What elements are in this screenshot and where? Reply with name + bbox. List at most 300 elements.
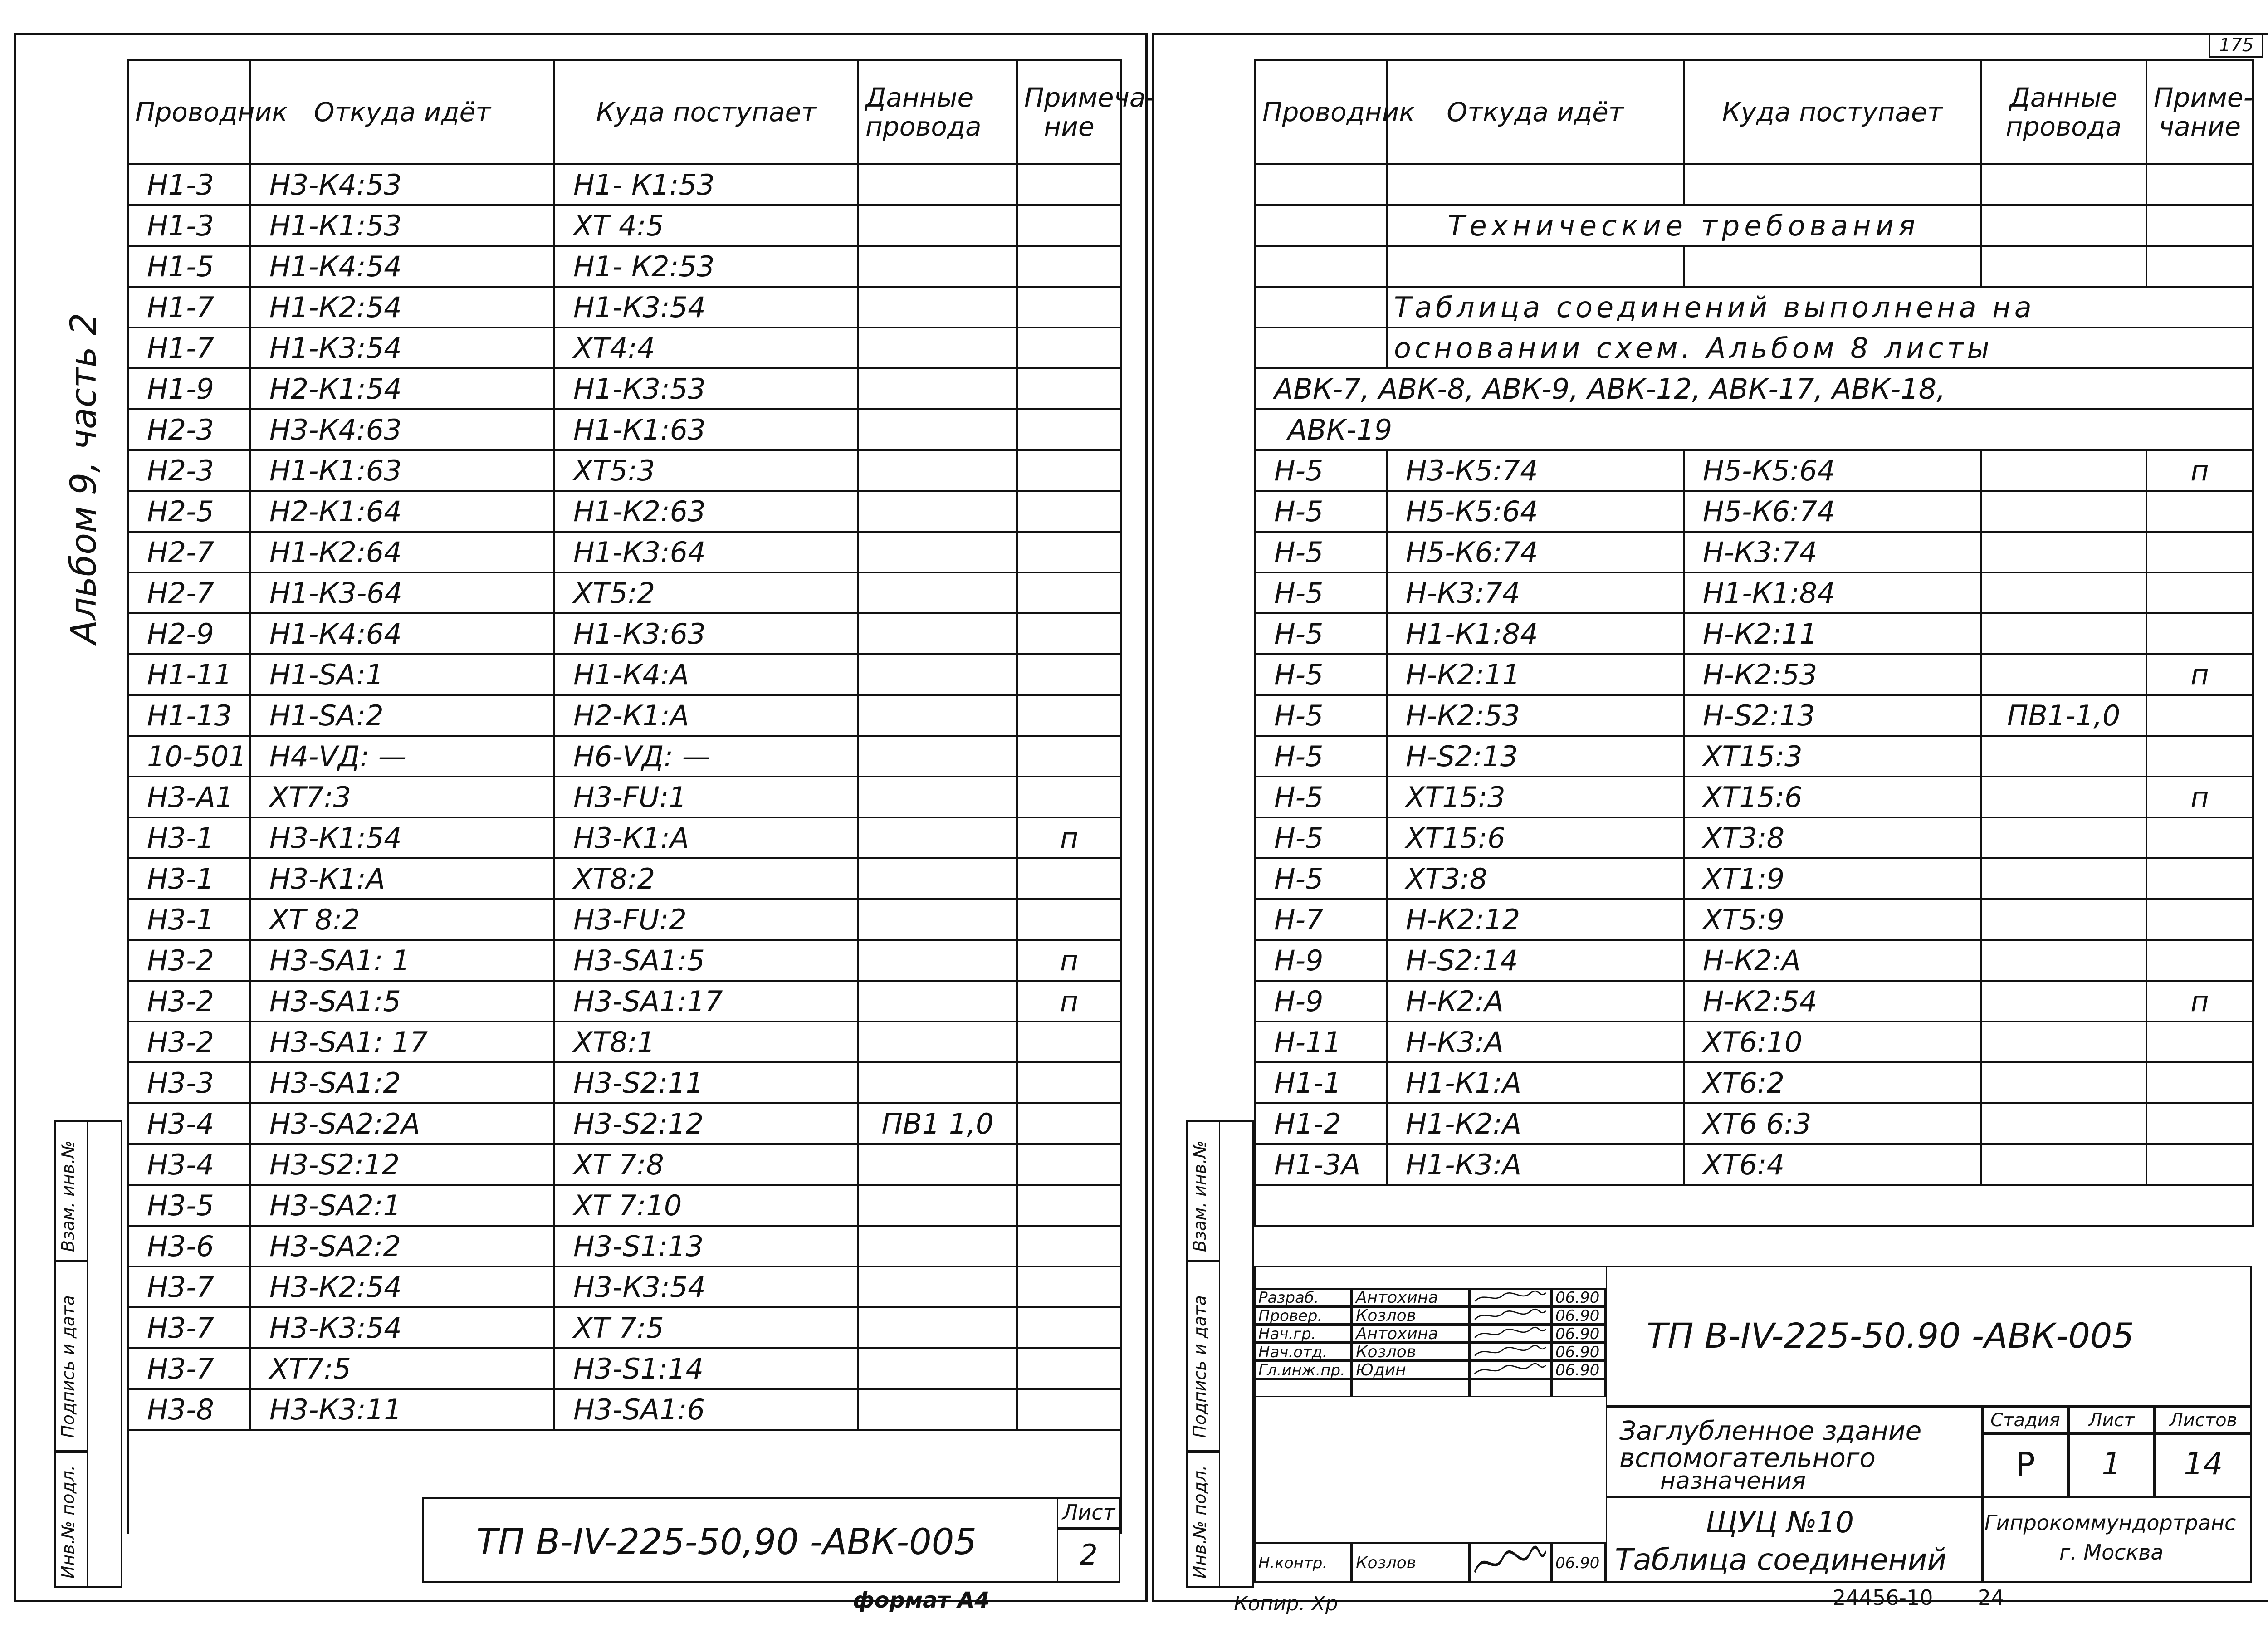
cell-from: Н1-SA:1 bbox=[250, 654, 554, 695]
header-from: Откуда идёт bbox=[1387, 60, 1684, 164]
cell-conductor: Н-9 bbox=[1255, 981, 1387, 1022]
cell-to: Н3-S1:14 bbox=[554, 1348, 858, 1389]
cell-from: ХТ7:3 bbox=[250, 777, 554, 817]
cell-to: Н1-К3:53 bbox=[554, 368, 858, 409]
header-note: Примеча-ние bbox=[1017, 60, 1121, 164]
cell-conductor: Н3-6 bbox=[128, 1226, 250, 1266]
left-stamp-code: ТП В-IV-225-50,90 -АВК-005 bbox=[476, 1522, 977, 1563]
stamp-code: ТП В-IV-225-50.90 -АВК-005 bbox=[1647, 1315, 2134, 1356]
cell-note bbox=[1017, 736, 1121, 777]
cell-from: Н1-К2:А bbox=[1387, 1103, 1684, 1144]
cell-to: Н3-SA1:5 bbox=[554, 940, 858, 981]
cell-to: ХТ6:2 bbox=[1684, 1062, 1981, 1103]
stamp-name: Козлов bbox=[1352, 1306, 1470, 1325]
stamp-name: Антохина bbox=[1352, 1288, 1470, 1306]
cell-note bbox=[1017, 368, 1121, 409]
cell-note bbox=[2146, 1022, 2253, 1062]
stamp-signature bbox=[1470, 1379, 1551, 1397]
cell-wire-data bbox=[858, 572, 1017, 613]
cell-conductor: Н3-2 bbox=[128, 940, 250, 981]
cell-note bbox=[1017, 205, 1121, 246]
archive-page: 24 bbox=[1978, 1585, 2004, 1610]
cell-note bbox=[1017, 1103, 1121, 1144]
left-margin-label-sign: Подпись и дата bbox=[58, 1295, 78, 1438]
table-row bbox=[1255, 1022, 2253, 1062]
tech-text-line-1: Таблица соединений выполнена на bbox=[1387, 287, 2253, 328]
cell-conductor: Н3-1 bbox=[128, 858, 250, 899]
cell-note: п bbox=[1017, 817, 1121, 858]
cell-to: Н3-S2:11 bbox=[554, 1062, 858, 1103]
table-row bbox=[128, 654, 1121, 695]
table-row bbox=[128, 1266, 1121, 1307]
cell-note bbox=[1017, 246, 1121, 287]
table-row bbox=[128, 205, 1121, 246]
cell-to: Н3-К1:А bbox=[554, 817, 858, 858]
stamp-name: Антохина bbox=[1352, 1325, 1470, 1343]
cell-to: Н-К2:53 bbox=[1684, 654, 1981, 695]
cell-from: ХТ15:6 bbox=[1387, 817, 1684, 858]
header-from: Откуда идёт bbox=[250, 60, 554, 164]
cell-to: Н1-К1:84 bbox=[1684, 572, 1981, 613]
cell-wire-data bbox=[858, 1062, 1017, 1103]
cell-wire-data bbox=[858, 777, 1017, 817]
cell-conductor: Н1-13 bbox=[128, 695, 250, 736]
cell-to: Н1-К3:63 bbox=[554, 613, 858, 654]
cell-conductor: Н-5 bbox=[1255, 491, 1387, 532]
cell-from: Н1-SA:2 bbox=[250, 695, 554, 736]
table-row bbox=[128, 532, 1121, 572]
table-row bbox=[128, 1062, 1121, 1103]
stamp-role: Гл.инж.пр. bbox=[1254, 1361, 1352, 1379]
cell-note bbox=[2146, 1062, 2253, 1103]
cell-from: Н3-К4:53 bbox=[250, 164, 554, 205]
right-table-footer-space bbox=[1255, 1185, 2253, 1226]
stamp-role: Нач.гр. bbox=[1254, 1325, 1352, 1343]
cell-conductor: Н-5 bbox=[1255, 532, 1387, 572]
table-row bbox=[128, 1103, 1121, 1144]
cell-to: Н1-К3:54 bbox=[554, 287, 858, 328]
cell-from: Н3-К1:А bbox=[250, 858, 554, 899]
cell-wire-data bbox=[858, 1307, 1017, 1348]
cell-note bbox=[1017, 654, 1121, 695]
cell-conductor: Н-5 bbox=[1255, 450, 1387, 491]
table-row bbox=[1255, 532, 2253, 572]
cell-wire-data bbox=[1981, 777, 2146, 817]
cell-note bbox=[1017, 287, 1121, 328]
cell-wire-data bbox=[858, 817, 1017, 858]
cell-from: Н2-К1:64 bbox=[250, 491, 554, 532]
cell-conductor: Н2-3 bbox=[128, 450, 250, 491]
cell-conductor: Н-5 bbox=[1255, 858, 1387, 899]
cell-wire-data bbox=[1981, 736, 2146, 777]
cell-wire-data bbox=[858, 1022, 1017, 1062]
table-row bbox=[128, 1226, 1121, 1266]
cell-wire-data bbox=[1981, 572, 2146, 613]
cell-wire-data bbox=[1981, 1103, 2146, 1144]
cell-conductor: Н3-А1 bbox=[128, 777, 250, 817]
cell-from: Н3-К4:63 bbox=[250, 409, 554, 450]
table-row bbox=[128, 736, 1121, 777]
cell-to: ХТ1:9 bbox=[1684, 858, 1981, 899]
cell-wire-data bbox=[858, 409, 1017, 450]
cell-note bbox=[2146, 1144, 2253, 1185]
cell-note bbox=[1017, 1062, 1121, 1103]
cell-conductor: Н-5 bbox=[1255, 695, 1387, 736]
cell-note bbox=[1017, 409, 1121, 450]
cell-conductor: Н2-9 bbox=[128, 613, 250, 654]
table-row bbox=[1255, 817, 2253, 858]
cell-wire-data bbox=[858, 328, 1017, 368]
cell-wire-data bbox=[1981, 1144, 2146, 1185]
cell-note bbox=[2146, 613, 2253, 654]
cell-from: ХТ7:5 bbox=[250, 1348, 554, 1389]
cell-to: ХТ6 6:3 bbox=[1684, 1103, 1981, 1144]
cell-conductor: Н1-1 bbox=[1255, 1062, 1387, 1103]
table-row bbox=[1255, 1144, 2253, 1185]
stamp-role: Нач.отд. bbox=[1254, 1343, 1352, 1361]
cell-conductor: Н3-1 bbox=[128, 817, 250, 858]
left-format-label: формат А4 bbox=[853, 1588, 990, 1613]
cell-from: Н1-К1:63 bbox=[250, 450, 554, 491]
stamp-signature bbox=[1470, 1542, 1551, 1583]
cell-note: п bbox=[1017, 940, 1121, 981]
header-wire-data: Данные провода bbox=[858, 60, 1017, 164]
cell-note bbox=[2146, 1103, 2253, 1144]
table-row bbox=[128, 695, 1121, 736]
table-row bbox=[1255, 654, 2253, 695]
cell-conductor: Н3-5 bbox=[128, 1185, 250, 1226]
cell-to: ХТ5:3 bbox=[554, 450, 858, 491]
table-row bbox=[1255, 1062, 2253, 1103]
cell-note bbox=[1017, 1307, 1121, 1348]
right-margin-label-sign: Подпись и дата bbox=[1190, 1295, 1210, 1438]
cell-conductor: Н1-3 bbox=[128, 164, 250, 205]
table-row bbox=[1255, 899, 2253, 940]
table-row bbox=[128, 1307, 1121, 1348]
cell-from: Н1-К1:А bbox=[1387, 1062, 1684, 1103]
cell-from: Н3-SA2:1 bbox=[250, 1185, 554, 1226]
cell-conductor: Н2-3 bbox=[128, 409, 250, 450]
cell-wire-data: ПВ1 1,0 bbox=[858, 1103, 1017, 1144]
table-row bbox=[128, 409, 1121, 450]
cell-from: Н3-SA2:2 bbox=[250, 1226, 554, 1266]
cell-to: ХТ8:1 bbox=[554, 1022, 858, 1062]
cell-to: Н1-К2:63 bbox=[554, 491, 858, 532]
cell-to: Н1- К1:53 bbox=[554, 164, 858, 205]
cell-wire-data bbox=[858, 1226, 1017, 1266]
cell-conductor: Н1-11 bbox=[128, 654, 250, 695]
cell-from: Н1-К2:54 bbox=[250, 287, 554, 328]
left-sheet-number-cell: 2 bbox=[1057, 1529, 1120, 1583]
cell-from: Н1-К4:64 bbox=[250, 613, 554, 654]
cell-note: п bbox=[2146, 981, 2253, 1022]
cell-note bbox=[2146, 572, 2253, 613]
cell-to: Н3-S1:13 bbox=[554, 1226, 858, 1266]
table-row bbox=[128, 491, 1121, 532]
table-row bbox=[128, 1144, 1121, 1185]
cell-wire-data bbox=[1981, 858, 2146, 899]
cell-conductor: Н-5 bbox=[1255, 777, 1387, 817]
cell-note bbox=[2146, 736, 2253, 777]
cell-wire-data bbox=[858, 450, 1017, 491]
cell-note: п bbox=[2146, 654, 2253, 695]
cell-note bbox=[1017, 1226, 1121, 1266]
cell-to: Н1-К3:64 bbox=[554, 532, 858, 572]
stamp-document-line-1: ЩУЦ №10 bbox=[1706, 1506, 1854, 1540]
cell-note: п bbox=[1017, 981, 1121, 1022]
cell-note bbox=[1017, 491, 1121, 532]
cell-conductor: Н3-7 bbox=[128, 1307, 250, 1348]
cell-to: ХТ 7:10 bbox=[554, 1185, 858, 1226]
cell-wire-data bbox=[1981, 1062, 2146, 1103]
header-to: Куда поступает bbox=[554, 60, 858, 164]
table-row bbox=[1255, 736, 2253, 777]
cell-conductor: Н2-5 bbox=[128, 491, 250, 532]
cell-from: Н-К2:11 bbox=[1387, 654, 1684, 695]
cell-wire-data bbox=[858, 1389, 1017, 1430]
cell-to: ХТ15:6 bbox=[1684, 777, 1981, 817]
stamp-sheet-value: 1 bbox=[2068, 1433, 2155, 1497]
cell-from: Н3-SA2:2А bbox=[250, 1103, 554, 1144]
cell-conductor: Н1-2 bbox=[1255, 1103, 1387, 1144]
cell-to: Н3-К3:54 bbox=[554, 1266, 858, 1307]
cell-note bbox=[2146, 899, 2253, 940]
cell-conductor: Н-5 bbox=[1255, 572, 1387, 613]
table-row bbox=[128, 613, 1121, 654]
cell-from: Н-S2:13 bbox=[1387, 736, 1684, 777]
table-row bbox=[128, 572, 1121, 613]
cell-note bbox=[1017, 899, 1121, 940]
stamp-stage-value: Р bbox=[1982, 1433, 2068, 1497]
table-row bbox=[1255, 858, 2253, 899]
cell-to: Н3-S2:12 bbox=[554, 1103, 858, 1144]
cell-note bbox=[1017, 1389, 1121, 1430]
left-margin-label-replace: Взам. инв.№ bbox=[58, 1140, 78, 1252]
cell-wire-data bbox=[858, 287, 1017, 328]
cell-from: Н-К2:А bbox=[1387, 981, 1684, 1022]
stamp-sheet-label-cell: Лист bbox=[2068, 1406, 2155, 1433]
cell-to: Н1-К1:63 bbox=[554, 409, 858, 450]
cell-note bbox=[2146, 858, 2253, 899]
cell-from: Н-К3:74 bbox=[1387, 572, 1684, 613]
cell-to: Н-К2:54 bbox=[1684, 981, 1981, 1022]
cell-to: ХТ 7:8 bbox=[554, 1144, 858, 1185]
table-row bbox=[128, 817, 1121, 858]
cell-conductor: Н3-2 bbox=[128, 981, 250, 1022]
cell-wire-data bbox=[858, 613, 1017, 654]
cell-to: ХТ6:4 bbox=[1684, 1144, 1981, 1185]
cell-conductor: Н1-5 bbox=[128, 246, 250, 287]
cell-to: ХТ 7:5 bbox=[554, 1307, 858, 1348]
stamp-name bbox=[1352, 1379, 1470, 1397]
cell-note: п bbox=[2146, 777, 2253, 817]
table-row bbox=[1255, 940, 2253, 981]
cell-wire-data bbox=[1981, 532, 2146, 572]
header-conductor: Проводник bbox=[1255, 60, 1387, 164]
cell-wire-data bbox=[1981, 491, 2146, 532]
cell-conductor: Н3-2 bbox=[128, 1022, 250, 1062]
cell-wire-data bbox=[858, 940, 1017, 981]
cell-from: Н2-К1:54 bbox=[250, 368, 554, 409]
cell-note bbox=[2146, 695, 2253, 736]
cell-conductor: Н2-7 bbox=[128, 572, 250, 613]
stamp-signature bbox=[1470, 1288, 1551, 1306]
cell-from: Н5-К5:64 bbox=[1387, 491, 1684, 532]
cell-conductor: Н1-3 bbox=[128, 205, 250, 246]
cell-to: Н1- К2:53 bbox=[554, 246, 858, 287]
stamp-signature bbox=[1470, 1325, 1551, 1343]
stamp-signature bbox=[1470, 1361, 1551, 1379]
cell-wire-data bbox=[858, 736, 1017, 777]
cell-conductor: Н-5 bbox=[1255, 654, 1387, 695]
cell-wire-data bbox=[1981, 940, 2146, 981]
cell-note bbox=[1017, 532, 1121, 572]
cell-note bbox=[1017, 164, 1121, 205]
cell-wire-data bbox=[858, 981, 1017, 1022]
cell-note bbox=[1017, 328, 1121, 368]
cell-from: ХТ 8:2 bbox=[250, 899, 554, 940]
cell-from: Н3-К3:11 bbox=[250, 1389, 554, 1430]
cell-conductor: Н3-8 bbox=[128, 1389, 250, 1430]
cell-to: ХТ5:9 bbox=[1684, 899, 1981, 940]
stamp-role: Разраб. bbox=[1254, 1288, 1352, 1306]
tech-text-line-3: АВК-7, АВК-8, АВК-9, АВК-12, АВК-17, АВК-18, bbox=[1255, 368, 2253, 409]
table-row bbox=[128, 450, 1121, 491]
cell-to: Н3-FU:1 bbox=[554, 777, 858, 817]
cell-note bbox=[1017, 1348, 1121, 1389]
cell-wire-data bbox=[1981, 1022, 2146, 1062]
cell-to: Н5-К6:74 bbox=[1684, 491, 1981, 532]
cell-conductor: Н-5 bbox=[1255, 817, 1387, 858]
cell-from: Н-S2:14 bbox=[1387, 940, 1684, 981]
table-row bbox=[128, 1389, 1121, 1430]
stamp-building-line-3: назначения bbox=[1660, 1467, 1806, 1495]
header-wire-data: Данные провода bbox=[1981, 60, 2146, 164]
stamp-date: 06.90 bbox=[1551, 1343, 1606, 1361]
cell-note bbox=[2146, 817, 2253, 858]
cell-to: ХТ15:3 bbox=[1684, 736, 1981, 777]
table-row bbox=[128, 328, 1121, 368]
cell-to: Н1-К4:А bbox=[554, 654, 858, 695]
cell-from: Н1-К3:А bbox=[1387, 1144, 1684, 1185]
cell-from: Н-К2:53 bbox=[1387, 695, 1684, 736]
table-row bbox=[1255, 695, 2253, 736]
cell-to: Н5-К5:64 bbox=[1684, 450, 1981, 491]
cell-wire-data bbox=[858, 1144, 1017, 1185]
cell-wire-data bbox=[858, 205, 1017, 246]
cell-to: Н3-SA1:6 bbox=[554, 1389, 858, 1430]
cell-conductor: Н-5 bbox=[1255, 736, 1387, 777]
right-margin-label-replace: Взам. инв.№ bbox=[1190, 1140, 1210, 1252]
archive-number: 24456-10 bbox=[1833, 1585, 1933, 1610]
cell-to: Н-S2:13 bbox=[1684, 695, 1981, 736]
album-side-label: Альбом 9, часть 2 bbox=[64, 313, 104, 644]
tech-text-line-2: основании схем. Альбом 8 листы bbox=[1387, 328, 2253, 368]
cell-from: Н1-К3-64 bbox=[250, 572, 554, 613]
cell-note bbox=[1017, 1266, 1121, 1307]
cell-conductor: Н1-7 bbox=[128, 328, 250, 368]
cell-conductor: Н3-4 bbox=[128, 1103, 250, 1144]
header-note: Приме-чание bbox=[2146, 60, 2253, 164]
cell-wire-data bbox=[858, 532, 1017, 572]
cell-wire-data bbox=[1981, 817, 2146, 858]
table-row bbox=[1255, 491, 2253, 532]
stamp-date: 06.90 bbox=[1551, 1306, 1606, 1325]
cell-from: Н5-К6:74 bbox=[1387, 532, 1684, 572]
cell-note bbox=[2146, 940, 2253, 981]
cell-note bbox=[1017, 695, 1121, 736]
cell-wire-data bbox=[858, 164, 1017, 205]
cell-from: Н3-К1:54 bbox=[250, 817, 554, 858]
stamp-building-line-2: вспомогательного bbox=[1619, 1442, 1876, 1473]
stamp-signature bbox=[1470, 1306, 1551, 1325]
cell-from: Н4-VД: — bbox=[250, 736, 554, 777]
table-row bbox=[128, 1348, 1121, 1389]
stamp-building-line-1: Заглубленное здание bbox=[1619, 1415, 1922, 1446]
cell-note bbox=[1017, 1185, 1121, 1226]
left-sheet-label-cell: Лист bbox=[1057, 1497, 1120, 1529]
cell-from: Н1-К1:53 bbox=[250, 205, 554, 246]
stamp-name: Козлов bbox=[1352, 1343, 1470, 1361]
cell-note bbox=[1017, 572, 1121, 613]
table-row bbox=[128, 1185, 1121, 1226]
table-row bbox=[128, 777, 1121, 817]
cell-from: Н3-SA1: 17 bbox=[250, 1022, 554, 1062]
cell-to: ХТ4:4 bbox=[554, 328, 858, 368]
cell-to: ХТ8:2 bbox=[554, 858, 858, 899]
stamp-name: Козлов bbox=[1352, 1542, 1470, 1583]
cell-from: Н1-К1:84 bbox=[1387, 613, 1684, 654]
tech-requirements-title: Технические требования bbox=[1387, 205, 1981, 246]
stamp-signature bbox=[1470, 1343, 1551, 1361]
cell-note bbox=[1017, 1144, 1121, 1185]
cell-wire-data bbox=[858, 491, 1017, 532]
cell-from: ХТ3:8 bbox=[1387, 858, 1684, 899]
table-row bbox=[1255, 450, 2253, 491]
table-row bbox=[128, 858, 1121, 899]
cell-wire-data bbox=[858, 368, 1017, 409]
cell-wire-data bbox=[858, 858, 1017, 899]
stamp-role bbox=[1254, 1379, 1352, 1397]
table-row bbox=[1255, 1103, 2253, 1144]
cell-from: Н1-К4:54 bbox=[250, 246, 554, 287]
stamp-date: 06.90 bbox=[1551, 1288, 1606, 1306]
cell-from: Н1-К3:54 bbox=[250, 328, 554, 368]
stamp-name: Юдин bbox=[1352, 1361, 1470, 1379]
cell-wire-data bbox=[1981, 654, 2146, 695]
stamp-date: 06.90 bbox=[1551, 1542, 1606, 1583]
cell-conductor: Н1-3А bbox=[1255, 1144, 1387, 1185]
cell-note: п bbox=[2146, 450, 2253, 491]
cell-note bbox=[1017, 450, 1121, 491]
stamp-org-line-2: г. Москва bbox=[2059, 1540, 2164, 1565]
header-conductor: Проводник bbox=[128, 60, 250, 164]
cell-wire-data bbox=[858, 246, 1017, 287]
left-margin-label-inv: Инв.№ подл. bbox=[58, 1465, 78, 1579]
cell-conductor: Н1-7 bbox=[128, 287, 250, 328]
stamp-stage-label-cell: Стадия bbox=[1982, 1406, 2068, 1433]
table-row bbox=[1255, 613, 2253, 654]
cell-wire-data bbox=[858, 1266, 1017, 1307]
stamp-date: 06.90 bbox=[1551, 1325, 1606, 1343]
cell-conductor: Н3-4 bbox=[128, 1144, 250, 1185]
stamp-role: Н.контр. bbox=[1254, 1542, 1352, 1583]
tech-text-line-4: АВК-19 bbox=[1255, 409, 2253, 450]
table-row bbox=[128, 368, 1121, 409]
cell-from: Н3-К3:54 bbox=[250, 1307, 554, 1348]
stamp-sheets-value: 14 bbox=[2155, 1433, 2252, 1497]
cell-to: Н6-VД: — bbox=[554, 736, 858, 777]
